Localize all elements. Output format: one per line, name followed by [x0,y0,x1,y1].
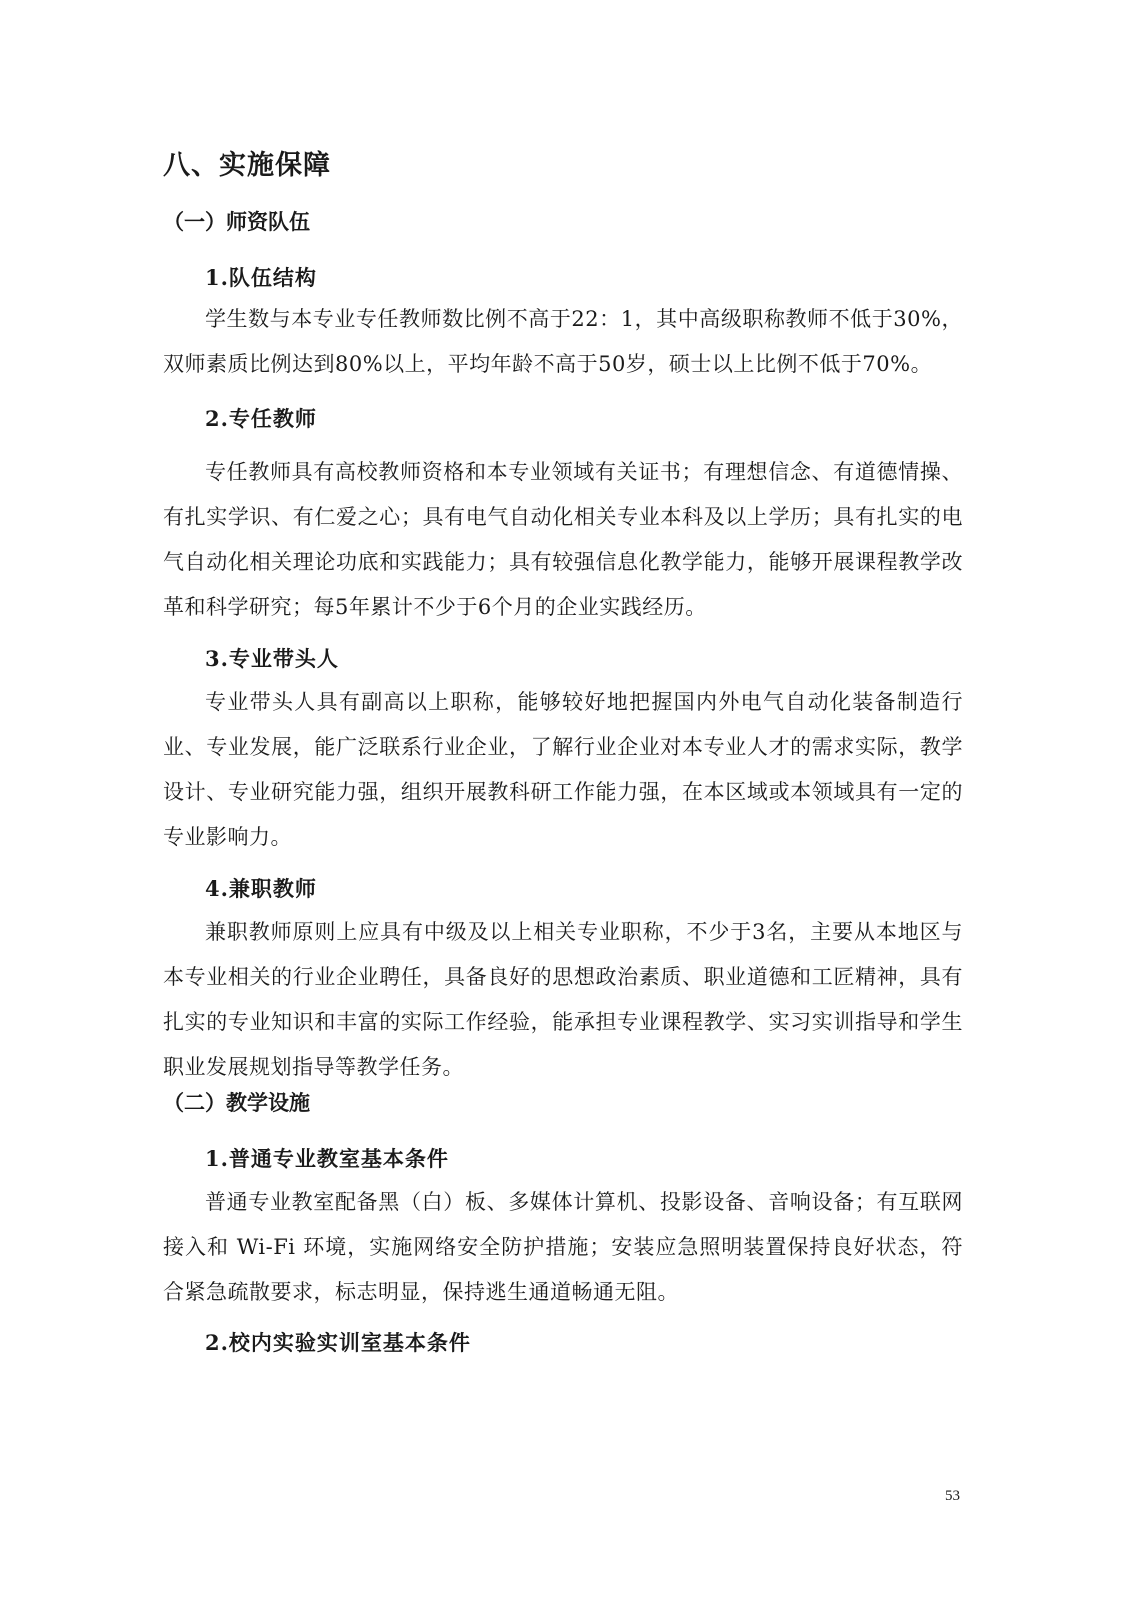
subsection-title-teachers: （一）师资队伍 [163,209,310,234]
heading-program-leader: 3.专业带头人 [205,646,339,671]
heading-classroom-conditions: 1.普通专业教室基本条件 [205,1146,449,1171]
paragraph-parttime-teachers: 兼职教师原则上应具有中级及以上相关专业职称，不少于3名，主要从本地区与本专业相关的行业企业聘任，具备良好的思想政治素质、职业道德和工匠精神，具有扎实的专业知识和丰富的实际工作经验，能承担专业课程教学、实习实训指导和学生职业发展规划指导等教学任务。 [163,920,963,1079]
paragraph-classroom-conditions: 普通专业教室配备黑（白）板、多媒体计算机、投影设备、音响设备；有互联网接入和 Wi-Fi 环境，实施网络安全防护措施；安装应急照明装置保持良好状态，符合紧急疏散要求，标志明显，保持逃生通道畅通无阻。 [163,1190,963,1304]
page-number: 53 [945,1488,960,1504]
heading-fulltime-teachers: 2.专任教师 [205,406,317,431]
paragraph-program-leader: 专业带头人具有副高以上职称，能够较好地把握国内外电气自动化装备制造行业、专业发展，能广泛联系行业企业，了解行业企业对本专业人才的需求实际，教学设计、专业研究能力强，组织开展教科研工作能力强，在本区域或本领域具有一定的专业影响力。 [163,690,963,849]
section-title: 八、实施保障 [163,150,331,181]
heading-training-room-conditions: 2.校内实验实训室基本条件 [205,1330,471,1355]
subsection-title-facilities: （二）教学设施 [163,1090,310,1115]
paragraph-team-structure: 学生数与本专业专任教师数比例不高于22：1，其中高级职称教师不低于30%，双师素质比例达到80%以上，平均年龄不高于50岁，硕士以上比例不低于70%。 [163,307,963,376]
heading-parttime-teachers: 4.兼职教师 [205,876,317,901]
paragraph-fulltime-teachers: 专任教师具有高校教师资格和本专业领域有关证书；有理想信念、有道德情操、有扎实学识、有仁爱之心；具有电气自动化相关专业本科及以上学历；具有扎实的电气自动化相关理论功底和实践能力；具有较强信息化教学能力，能够开展课程教学改革和科学研究；每5年累计不少于6个月的企业实践经历。 [163,460,963,619]
heading-team-structure: 1.队伍结构 [205,265,317,290]
